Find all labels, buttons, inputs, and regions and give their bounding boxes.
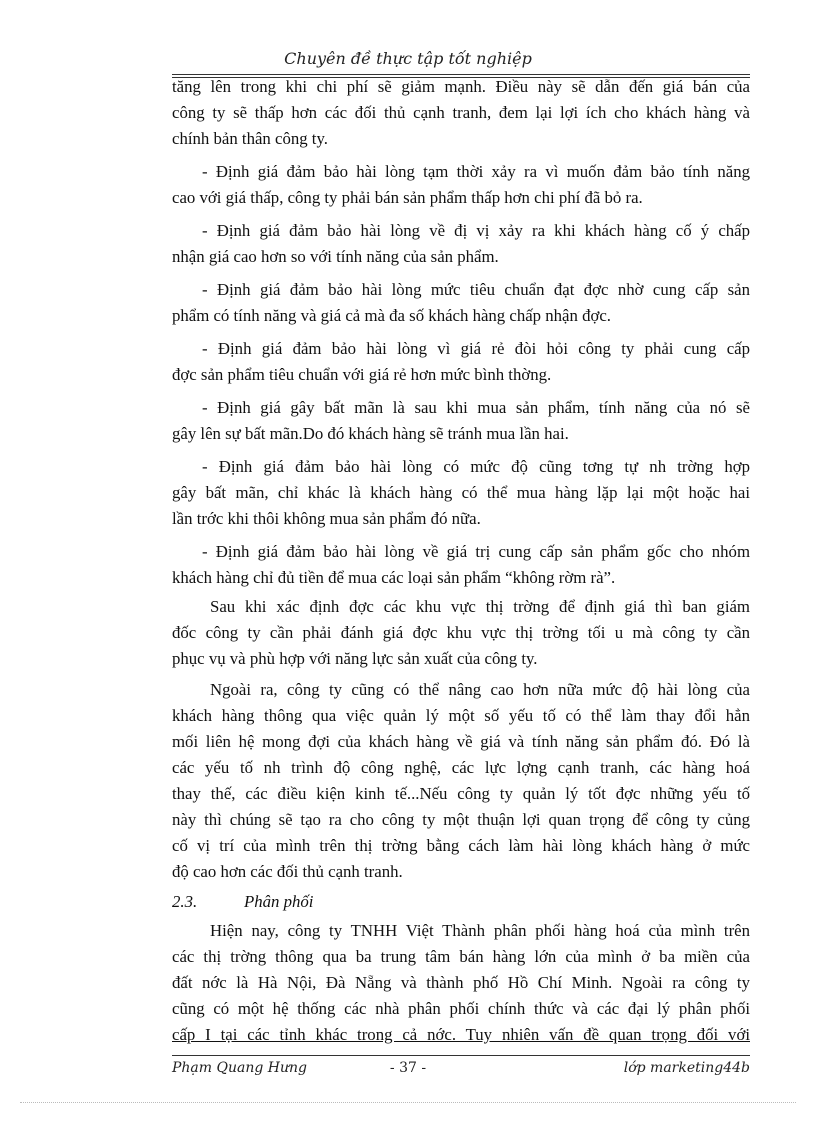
text-line: nhận giá cao hơn so với tính năng của sản phẩm. <box>172 247 499 266</box>
text-line: đất nớc là Hà Nội, Đà Nẵng và thành phố Hồ Chí Minh. Ngoài ra công ty <box>172 973 750 992</box>
section-heading <box>172 889 750 915</box>
footer-divider <box>172 1055 750 1056</box>
text-line: gây bất mãn, chỉ khác là khách hàng có thể mua hàng lặp lại một hoặc hai <box>172 483 750 502</box>
text-line: gây lên sự bất mãn.Do đó khách hàng sẽ tránh mua lần hai. <box>172 424 569 443</box>
text-line: cao với giá thấp, công ty phải bán sản phẩm thấp hơn chi phí đã bỏ ra. <box>172 188 643 207</box>
text-line: thay thế, các điều kiện kinh tế...Nếu công ty quản lý tốt đợc những yếu tố <box>172 784 750 803</box>
section-number: 2.3. <box>172 892 198 911</box>
text-line: cố vị trí của mình trên thị trờng bằng cách làm hài lòng khách hàng ở mức <box>172 836 750 855</box>
text-line: lần trớc khi thôi không mua sản phẩm đó nữa. <box>172 509 481 528</box>
text-line: Sau khi xác định đợc các khu vực thị trờng để định giá thì ban giám <box>210 597 750 616</box>
text-line: đốc công ty cần phải đánh giá đợc khu vực thị trờng tối u mà công ty cần <box>172 623 750 642</box>
text-line: Ngoài ra, công ty cũng có thể nâng cao hơn nữa mức độ hài lòng của <box>210 680 750 699</box>
text-line: khách hàng chỉ đủ tiền để mua các loại sản phẩm “không rờm rà”. <box>172 568 616 587</box>
text-line: này thì chúng sẽ tạo ra cho công ty một thuận lợi quan trọng để công ty củng <box>172 810 750 829</box>
text-line: - Định giá đảm bảo hài lòng về giá trị cung cấp sản phẩm gốc cho nhóm <box>202 542 750 561</box>
text-line: đợc sản phẩm tiêu chuẩn với giá rẻ hơn mức bình thờng. <box>172 365 552 384</box>
section-title: Phân phối <box>244 892 314 911</box>
footer-author: Phạm Quang Hưng <box>172 1060 307 1076</box>
page-header-title: Chuyên đề thực tập tốt nghiệp <box>284 49 532 68</box>
text-line: - Định giá đảm bảo hài lòng tạm thời xảy ra vì muốn đảm bảo tính năng <box>202 162 750 181</box>
text-line: Hiện nay, công ty TNHH Việt Thành phân phối hàng hoá của mình trên <box>210 921 750 940</box>
footer-page-number: - 37 - <box>389 1060 427 1076</box>
text-line: - Định giá đảm bảo hài lòng vì giá rẻ đòi hỏi công ty phải cung cấp <box>202 339 750 358</box>
text-line: độ cao hơn các đối thủ cạnh tranh. <box>172 862 403 881</box>
text-line: cũng có một hệ thống các nhà phân phối chính thức và các đại lý phân phối <box>172 999 750 1018</box>
text-line: các thị trờng thông qua ba trung tâm bán hàng lớn của mình ở ba miền của <box>172 947 750 966</box>
text-line: - Định giá đảm bảo hài lòng về đị vị xảy ra khi khách hàng cố ý chấp <box>202 221 750 240</box>
text-line: mối liên hệ mong đợi của khách hàng về giá và tính năng sản phẩm đó. Đó là <box>172 732 750 751</box>
page-bottom-edge <box>20 1102 796 1103</box>
text-line: các yếu tố nh trình độ công nghệ, các lực lợng cạnh tranh, các hàng hoá <box>172 758 750 777</box>
text-line: khách hàng thông qua việc quản lý một số yếu tố có thể làm thay đổi hẳn <box>172 706 750 725</box>
text-line: chính bản thân công ty. <box>172 129 328 148</box>
text-line: - Định giá gây bất mãn là sau khi mua sản phẩm, tính năng của nó sẽ <box>202 398 750 417</box>
text-line: phục vụ và phù hợp với năng lực sản xuất của công ty. <box>172 649 538 668</box>
text-line: - Định giá đảm bảo hài lòng có mức độ cũng tơng tự nh trờng hợp <box>202 457 750 476</box>
text-line: phẩm có tính năng và giá cả mà đa số khách hàng chấp nhận đợc. <box>172 306 611 325</box>
footer-class: lớp marketing44b <box>623 1060 750 1076</box>
text-line: - Định giá đảm bảo hài lòng mức tiêu chuẩn đạt đợc nhờ cung cấp sản <box>202 280 750 299</box>
text-line: công ty sẽ thấp hơn các đối thủ cạnh tranh, đem lại lợi ích cho khách hàng và <box>172 103 750 122</box>
text-line: cấp I tại các tỉnh khác trong cả nớc. Tuy nhiên vấn đề quan trọng đối với <box>172 1025 750 1044</box>
text-line: tăng lên trong khi chi phí sẽ giảm mạnh. Điều này sẽ dẫn đến giá bán của <box>172 77 750 96</box>
